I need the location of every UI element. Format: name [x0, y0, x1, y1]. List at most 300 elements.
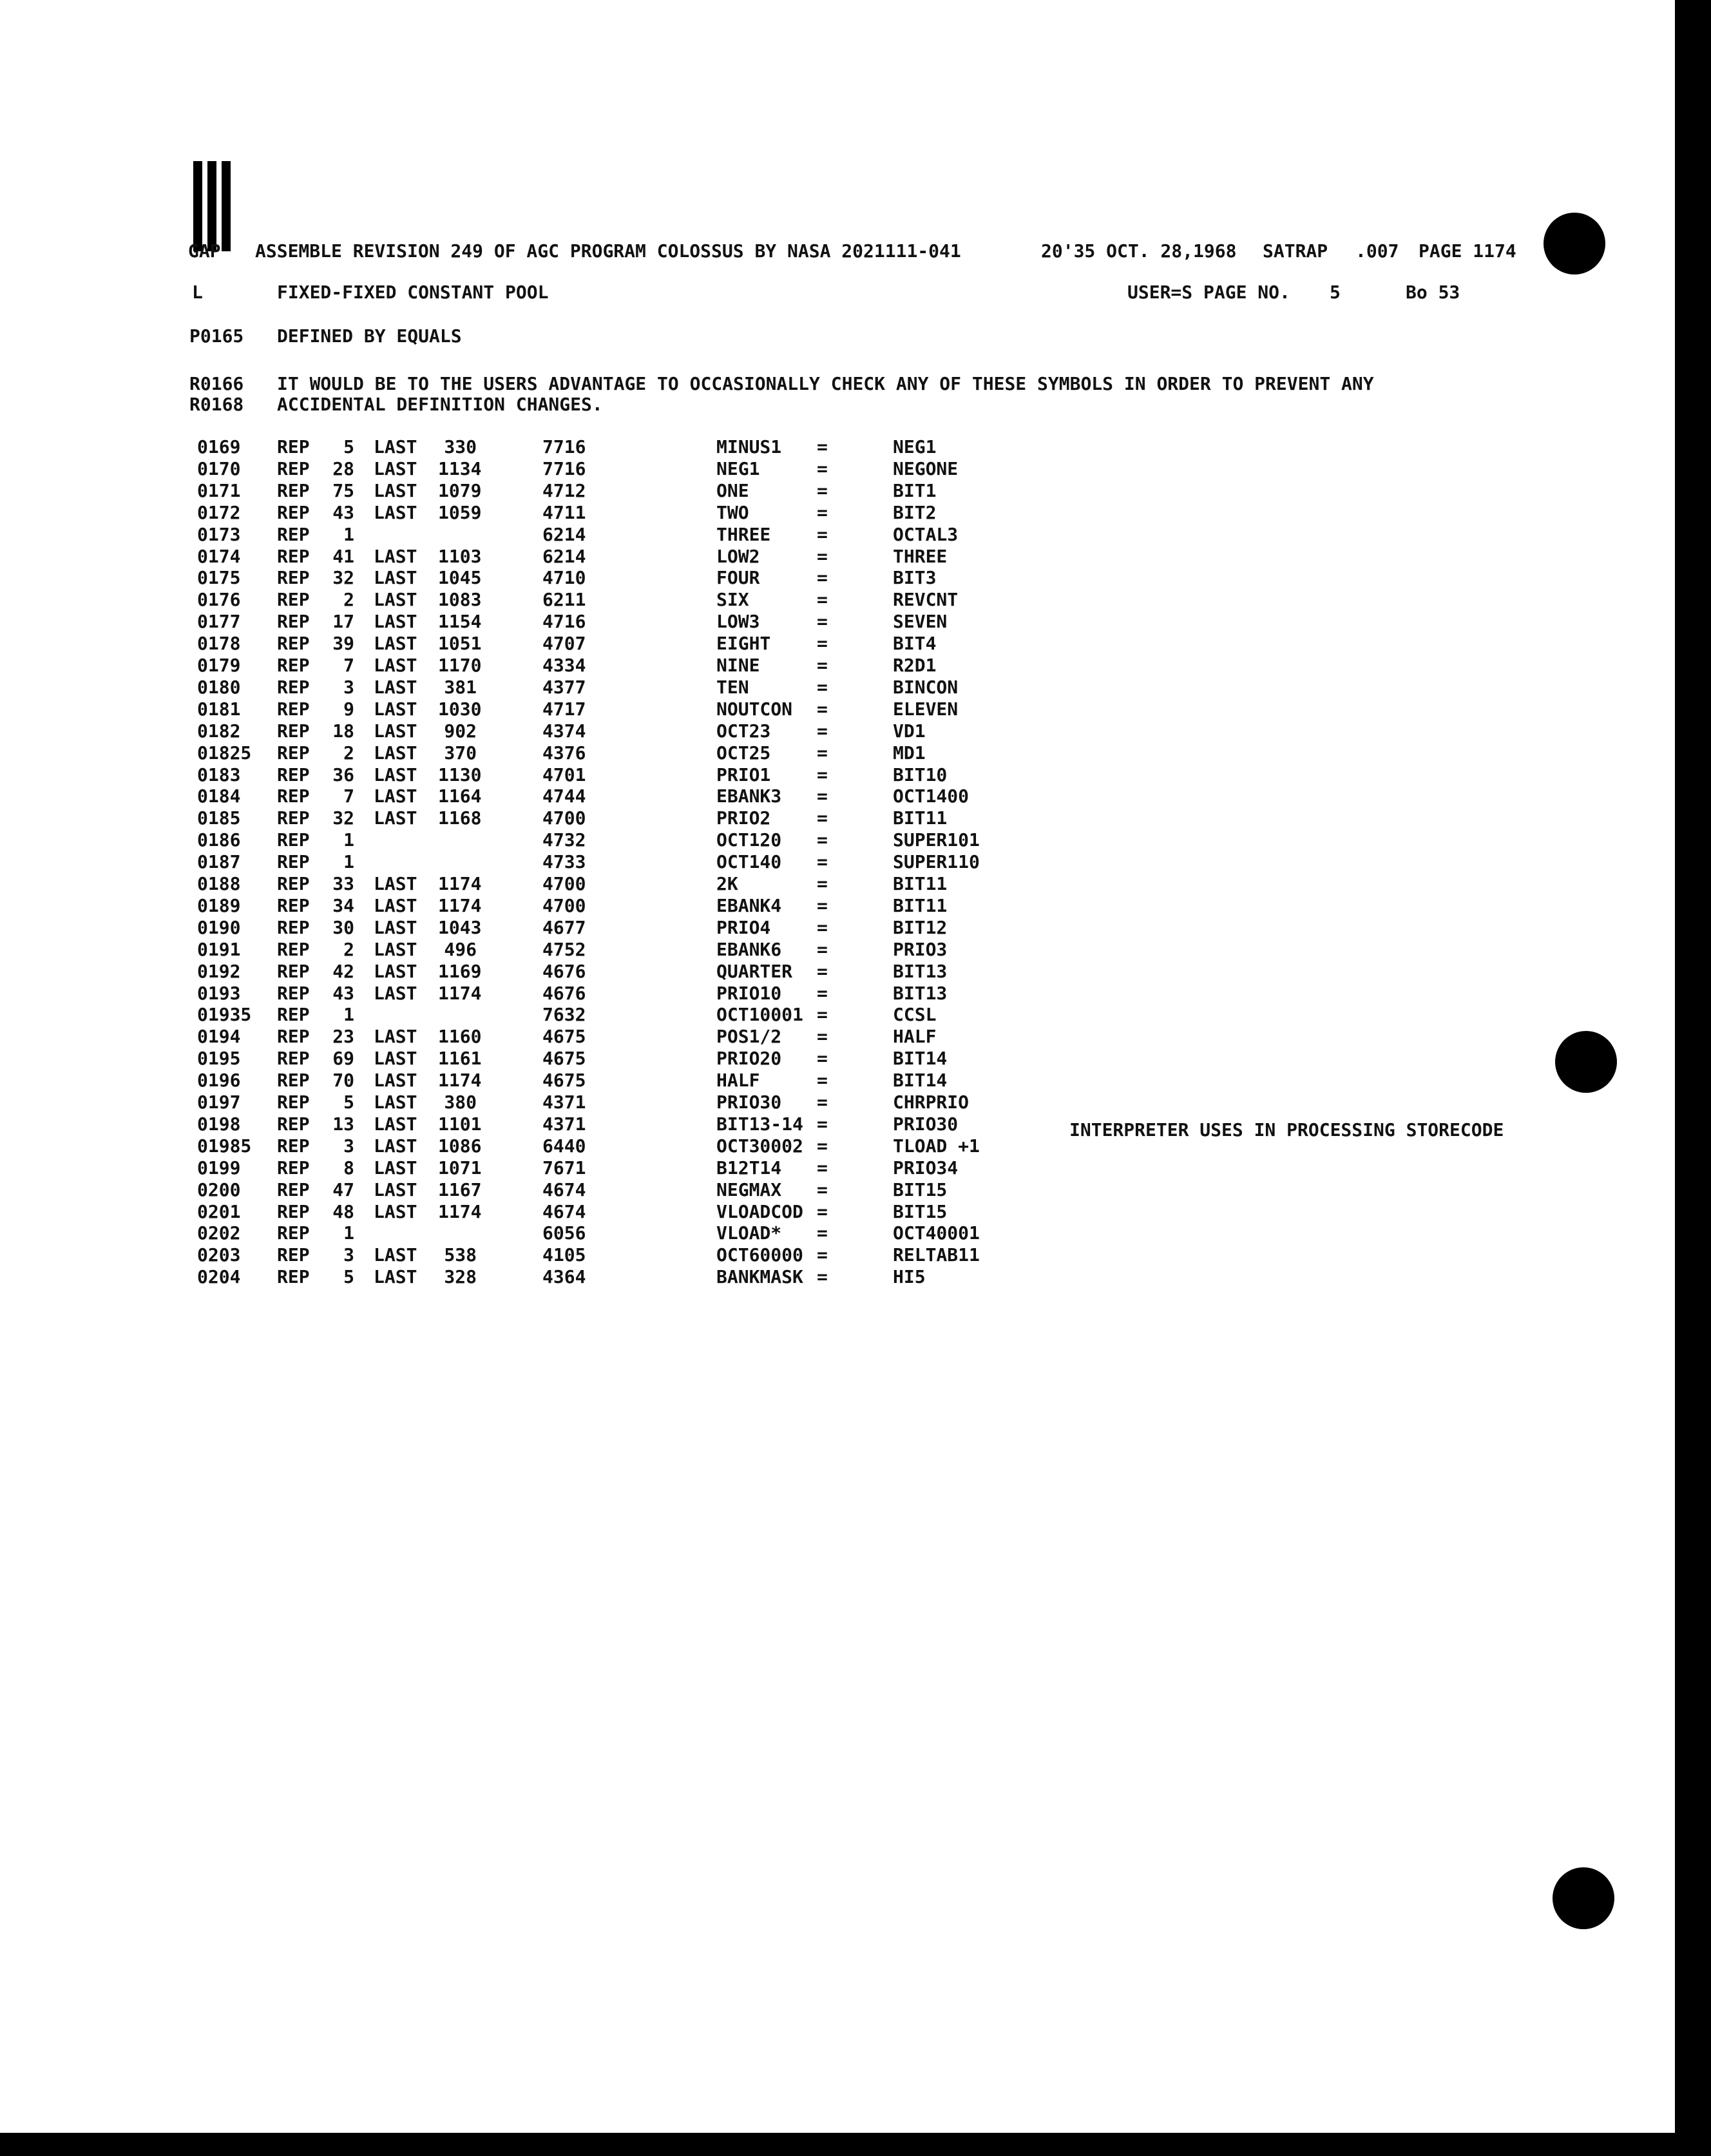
symbol-value: THREE	[893, 545, 948, 567]
table-row	[0, 961, 1711, 983]
margin-mark	[193, 161, 202, 251]
symbol-name: NEGMAX	[716, 1179, 782, 1200]
rep-keyword: REP	[277, 960, 310, 982]
row-number: 0203	[197, 1244, 241, 1266]
octal-value: 4674	[542, 1200, 586, 1222]
rep-count: 3	[343, 1135, 354, 1157]
symbol-name: NOUTCON	[716, 698, 793, 720]
note-text-2: ACCIDENTAL DEFINITION CHANGES.	[277, 394, 603, 415]
last-value: 1174	[438, 982, 482, 1004]
defined-by-equals: DEFINED BY EQUALS	[277, 325, 462, 347]
rep-keyword: REP	[277, 676, 310, 698]
last-keyword: LAST	[374, 567, 417, 589]
last-value: 1071	[438, 1157, 482, 1179]
octal-value: 6214	[542, 523, 586, 545]
table-row	[0, 918, 1711, 939]
table-row	[0, 808, 1711, 830]
symbol-name: OCT25	[716, 742, 771, 764]
symbol-name: HALF	[716, 1070, 760, 1092]
header-datetime: 20'35 OCT. 28,1968	[1041, 240, 1237, 262]
symbol-value: CCSL	[893, 1004, 937, 1026]
symbol-value: SEVEN	[893, 611, 948, 633]
row-number: 01985	[197, 1135, 252, 1157]
row-number: 0173	[197, 523, 241, 545]
table-row	[0, 1202, 1711, 1224]
symbol-name: MINUS1	[716, 436, 782, 457]
interpreter-comment: INTERPRETER USES IN PROCESSING STORECODE	[1069, 1119, 1504, 1141]
octal-value: 4707	[542, 633, 586, 655]
last-keyword: LAST	[374, 589, 417, 611]
rep-keyword: REP	[277, 1048, 310, 1070]
equals-sign: =	[817, 1004, 828, 1026]
last-value: 1168	[438, 807, 482, 829]
octal-value: 4733	[542, 851, 586, 873]
table-row	[0, 1180, 1711, 1202]
rep-count: 8	[343, 1157, 354, 1179]
last-keyword: LAST	[374, 676, 417, 698]
rep-count: 17	[332, 611, 354, 633]
octal-value: 4711	[542, 501, 586, 523]
last-keyword: LAST	[374, 1113, 417, 1135]
rep-keyword: REP	[277, 567, 310, 589]
rep-keyword: REP	[277, 785, 310, 807]
symbol-value: RELTAB11	[893, 1244, 980, 1266]
row-number: 0196	[197, 1070, 241, 1092]
last-value: 1170	[438, 655, 482, 676]
last-value: 1154	[438, 611, 482, 633]
octal-value: 7632	[542, 1004, 586, 1026]
page-extra: Bo 53	[1406, 282, 1460, 303]
row-number: 0169	[197, 436, 241, 457]
row-number: 0181	[197, 698, 241, 720]
rep-keyword: REP	[277, 873, 310, 894]
rep-count: 32	[332, 807, 354, 829]
rep-count: 7	[343, 655, 354, 676]
symbol-name: EBANK4	[716, 894, 782, 916]
rep-keyword: REP	[277, 698, 310, 720]
symbol-value: BINCON	[893, 676, 959, 698]
octal-value: 4744	[542, 785, 586, 807]
octal-value: 6440	[542, 1135, 586, 1157]
symbol-name: EIGHT	[716, 633, 771, 655]
equals-sign: =	[817, 851, 828, 873]
row-number: 0193	[197, 982, 241, 1004]
rep-count: 3	[343, 676, 354, 698]
rep-count: 9	[343, 698, 354, 720]
rep-keyword: REP	[277, 807, 310, 829]
symbol-value: SUPER101	[893, 829, 980, 851]
rep-count: 5	[343, 1092, 354, 1113]
last-keyword: LAST	[374, 611, 417, 633]
equals-sign: =	[817, 785, 828, 807]
equals-sign: =	[817, 1092, 828, 1113]
table-row	[0, 1158, 1711, 1180]
last-value: 1101	[438, 1113, 482, 1135]
equals-sign: =	[817, 676, 828, 698]
row-number: 0195	[197, 1048, 241, 1070]
symbol-value: OCT40001	[893, 1222, 980, 1244]
table-row	[0, 699, 1711, 721]
table-row	[0, 655, 1711, 677]
rep-count: 30	[332, 916, 354, 938]
table-row	[0, 743, 1711, 765]
symbol-value: PRIO34	[893, 1157, 959, 1179]
symbol-value: BIT4	[893, 633, 937, 655]
header-code: GAP	[188, 240, 221, 262]
last-value: 1174	[438, 1070, 482, 1092]
symbol-name: POS1/2	[716, 1026, 782, 1048]
equals-sign: =	[817, 1179, 828, 1200]
last-keyword: LAST	[374, 1266, 417, 1288]
row-number: 0198	[197, 1113, 241, 1135]
section-title: FIXED-FIXED CONSTANT POOL	[277, 282, 549, 303]
table-row	[0, 459, 1711, 481]
row-number: 0192	[197, 960, 241, 982]
symbol-value: MD1	[893, 742, 926, 764]
table-row	[0, 721, 1711, 743]
last-keyword: LAST	[374, 1135, 417, 1157]
rep-count: 18	[332, 720, 354, 742]
octal-value: 4675	[542, 1070, 586, 1092]
rep-keyword: REP	[277, 1004, 310, 1026]
symbol-value: NEGONE	[893, 457, 959, 479]
equals-sign: =	[817, 720, 828, 742]
rep-count: 69	[332, 1048, 354, 1070]
symbol-name: OCT30002	[716, 1135, 803, 1157]
octal-value: 6056	[542, 1222, 586, 1244]
row-number: 0204	[197, 1266, 241, 1288]
symbol-value: REVCNT	[893, 589, 959, 611]
rep-keyword: REP	[277, 1222, 310, 1244]
octal-value: 4364	[542, 1266, 586, 1288]
octal-value: 4700	[542, 873, 586, 894]
last-value: 1174	[438, 873, 482, 894]
rep-keyword: REP	[277, 764, 310, 785]
last-keyword: LAST	[374, 1070, 417, 1092]
octal-value: 4700	[542, 894, 586, 916]
octal-value: 4105	[542, 1244, 586, 1266]
row-number: 0200	[197, 1179, 241, 1200]
row-number: 0187	[197, 851, 241, 873]
rep-keyword: REP	[277, 851, 310, 873]
row-number: 0172	[197, 501, 241, 523]
symbol-name: LOW3	[716, 611, 760, 633]
rep-count: 43	[332, 501, 354, 523]
last-keyword: LAST	[374, 982, 417, 1004]
table-row	[0, 1026, 1711, 1048]
rep-count: 2	[343, 742, 354, 764]
row-number: 0184	[197, 785, 241, 807]
table-row	[0, 786, 1711, 808]
last-keyword: LAST	[374, 457, 417, 479]
row-number: 0185	[197, 807, 241, 829]
row-number: 0190	[197, 916, 241, 938]
last-keyword: LAST	[374, 938, 417, 960]
rep-keyword: REP	[277, 611, 310, 633]
octal-value: 7716	[542, 436, 586, 457]
symbol-value: BIT10	[893, 764, 948, 785]
last-keyword: LAST	[374, 1157, 417, 1179]
table-row	[0, 765, 1711, 787]
equals-sign: =	[817, 764, 828, 785]
equals-sign: =	[817, 938, 828, 960]
last-value: 330	[444, 436, 477, 457]
table-row	[0, 983, 1711, 1005]
equals-sign: =	[817, 1266, 828, 1288]
rep-keyword: REP	[277, 655, 310, 676]
last-value: 1161	[438, 1048, 482, 1070]
rep-count: 1	[343, 851, 354, 873]
rep-count: 13	[332, 1113, 354, 1135]
octal-value: 4710	[542, 567, 586, 589]
symbol-value: OCT1400	[893, 785, 970, 807]
table-row	[0, 677, 1711, 699]
octal-value: 4675	[542, 1048, 586, 1070]
octal-value: 4676	[542, 960, 586, 982]
rep-count: 23	[332, 1026, 354, 1048]
rep-keyword: REP	[277, 1179, 310, 1200]
rep-keyword: REP	[277, 436, 310, 457]
table-row	[0, 590, 1711, 611]
symbol-name: PRIO4	[716, 916, 771, 938]
table-row	[0, 1267, 1711, 1289]
equals-sign: =	[817, 742, 828, 764]
octal-value: 4371	[542, 1113, 586, 1135]
symbol-name: VLOAD*	[716, 1222, 782, 1244]
row-number: 0201	[197, 1200, 241, 1222]
octal-value: 4674	[542, 1179, 586, 1200]
symbol-name: FOUR	[716, 567, 760, 589]
rep-count: 43	[332, 982, 354, 1004]
last-keyword: LAST	[374, 1092, 417, 1113]
last-value: 381	[444, 676, 477, 698]
table-row	[0, 1092, 1711, 1114]
symbol-name: OCT60000	[716, 1244, 803, 1266]
line-code-p0165: P0165	[189, 325, 244, 347]
rep-count: 7	[343, 785, 354, 807]
equals-sign: =	[817, 633, 828, 655]
row-number: 01935	[197, 1004, 252, 1026]
octal-value: 4716	[542, 611, 586, 633]
equals-sign: =	[817, 1113, 828, 1135]
last-value: 496	[444, 938, 477, 960]
rep-keyword: REP	[277, 1070, 310, 1092]
row-number: 0178	[197, 633, 241, 655]
symbol-name: NINE	[716, 655, 760, 676]
rep-count: 70	[332, 1070, 354, 1092]
last-value: 1174	[438, 894, 482, 916]
last-keyword: LAST	[374, 960, 417, 982]
row-number: 0170	[197, 457, 241, 479]
rep-count: 5	[343, 436, 354, 457]
last-value: 1169	[438, 960, 482, 982]
octal-value: 7671	[542, 1157, 586, 1179]
octal-value: 4676	[542, 982, 586, 1004]
rep-count: 75	[332, 479, 354, 501]
last-keyword: LAST	[374, 479, 417, 501]
equals-sign: =	[817, 1157, 828, 1179]
equals-sign: =	[817, 916, 828, 938]
symbol-value: PRIO30	[893, 1113, 959, 1135]
equals-sign: =	[817, 523, 828, 545]
rep-keyword: REP	[277, 720, 310, 742]
last-keyword: LAST	[374, 436, 417, 457]
rep-keyword: REP	[277, 1244, 310, 1266]
octal-value: 4675	[542, 1026, 586, 1048]
octal-value: 4717	[542, 698, 586, 720]
equals-sign: =	[817, 436, 828, 457]
last-keyword: LAST	[374, 894, 417, 916]
table-row	[0, 1048, 1711, 1070]
symbol-name: B12T14	[716, 1157, 782, 1179]
symbol-value: OCTAL3	[893, 523, 959, 545]
symbol-name: EBANK3	[716, 785, 782, 807]
symbol-value: BIT1	[893, 479, 937, 501]
rep-keyword: REP	[277, 633, 310, 655]
header-page: PAGE 1174	[1419, 240, 1516, 262]
last-value: 1086	[438, 1135, 482, 1157]
symbol-name: OCT10001	[716, 1004, 803, 1026]
table-row	[0, 437, 1711, 459]
symbol-value: SUPER110	[893, 851, 980, 873]
row-number: 01825	[197, 742, 252, 764]
octal-value: 4700	[542, 807, 586, 829]
last-keyword: LAST	[374, 785, 417, 807]
symbol-value: NEG1	[893, 436, 937, 457]
equals-sign: =	[817, 1048, 828, 1070]
equals-sign: =	[817, 698, 828, 720]
octal-value: 4701	[542, 764, 586, 785]
rep-keyword: REP	[277, 1266, 310, 1288]
rep-count: 41	[332, 545, 354, 567]
rep-keyword: REP	[277, 916, 310, 938]
row-number: 0197	[197, 1092, 241, 1113]
last-keyword: LAST	[374, 873, 417, 894]
symbol-name: PRIO30	[716, 1092, 782, 1113]
symbol-name: NEG1	[716, 457, 760, 479]
table-row	[0, 481, 1711, 503]
table-row	[0, 1223, 1711, 1245]
table-row	[0, 939, 1711, 961]
symbol-name: BIT13-14	[716, 1113, 803, 1135]
last-value: 1167	[438, 1179, 482, 1200]
symbol-name: PRIO2	[716, 807, 771, 829]
last-keyword: LAST	[374, 742, 417, 764]
symbol-name: OCT23	[716, 720, 771, 742]
table-row	[0, 611, 1711, 633]
symbol-name: ONE	[716, 479, 749, 501]
table-row	[0, 1070, 1711, 1092]
equals-sign: =	[817, 807, 828, 829]
equals-sign: =	[817, 894, 828, 916]
last-keyword: LAST	[374, 916, 417, 938]
symbol-name: EBANK6	[716, 938, 782, 960]
last-keyword: LAST	[374, 633, 417, 655]
rep-count: 1	[343, 523, 354, 545]
symbol-name: PRIO20	[716, 1048, 782, 1070]
last-keyword: LAST	[374, 501, 417, 523]
row-number: 0175	[197, 567, 241, 589]
last-value: 1043	[438, 916, 482, 938]
symbol-value: BIT2	[893, 501, 937, 523]
last-value: 1174	[438, 1200, 482, 1222]
symbol-value: BIT11	[893, 807, 948, 829]
symbol-value: ELEVEN	[893, 698, 959, 720]
rep-keyword: REP	[277, 1092, 310, 1113]
symbol-name: OCT120	[716, 829, 782, 851]
row-number: 0194	[197, 1026, 241, 1048]
row-number: 0182	[197, 720, 241, 742]
equals-sign: =	[817, 611, 828, 633]
table-row	[0, 852, 1711, 874]
last-keyword: LAST	[374, 1026, 417, 1048]
symbol-value: BIT13	[893, 960, 948, 982]
last-value: 538	[444, 1244, 477, 1266]
symbol-value: BIT3	[893, 567, 937, 589]
last-value: 328	[444, 1266, 477, 1288]
symbol-value: PRIO3	[893, 938, 948, 960]
last-value: 1083	[438, 589, 482, 611]
equals-sign: =	[817, 567, 828, 589]
equals-sign: =	[817, 982, 828, 1004]
octal-value: 6211	[542, 589, 586, 611]
octal-value: 4371	[542, 1092, 586, 1113]
equals-sign: =	[817, 1026, 828, 1048]
punch-hole-bottom	[1553, 1867, 1614, 1929]
last-value: 380	[444, 1092, 477, 1113]
equals-sign: =	[817, 1244, 828, 1266]
last-value: 1160	[438, 1026, 482, 1048]
octal-value: 4376	[542, 742, 586, 764]
row-number: 0191	[197, 938, 241, 960]
last-keyword: LAST	[374, 1200, 417, 1222]
symbol-value: BIT15	[893, 1179, 948, 1200]
equals-sign: =	[817, 873, 828, 894]
last-value: 1103	[438, 545, 482, 567]
symbol-name: PRIO1	[716, 764, 771, 785]
symbol-value: BIT12	[893, 916, 948, 938]
rep-keyword: REP	[277, 589, 310, 611]
table-row	[0, 1005, 1711, 1026]
octal-value: 4752	[542, 938, 586, 960]
rep-keyword: REP	[277, 1113, 310, 1135]
symbol-name: VLOADCOD	[716, 1200, 803, 1222]
symbol-name: QUARTER	[716, 960, 793, 982]
rep-count: 5	[343, 1266, 354, 1288]
table-row	[0, 896, 1711, 918]
last-value: 1134	[438, 457, 482, 479]
rep-keyword: REP	[277, 894, 310, 916]
equals-sign: =	[817, 1222, 828, 1244]
octal-value: 4712	[542, 479, 586, 501]
rep-keyword: REP	[277, 523, 310, 545]
symbol-name: THREE	[716, 523, 771, 545]
last-keyword: LAST	[374, 698, 417, 720]
rep-count: 28	[332, 457, 354, 479]
rep-keyword: REP	[277, 829, 310, 851]
last-keyword: LAST	[374, 764, 417, 785]
row-number: 0202	[197, 1222, 241, 1244]
octal-value: 4732	[542, 829, 586, 851]
equals-sign: =	[817, 1070, 828, 1092]
equals-sign: =	[817, 1135, 828, 1157]
users-page-label: USER=S PAGE NO.	[1127, 282, 1290, 303]
symbol-value: BIT14	[893, 1048, 948, 1070]
users-page-number: 5	[1330, 282, 1341, 303]
equals-sign: =	[817, 960, 828, 982]
symbol-value: R2D1	[893, 655, 937, 676]
octal-value: 4677	[542, 916, 586, 938]
